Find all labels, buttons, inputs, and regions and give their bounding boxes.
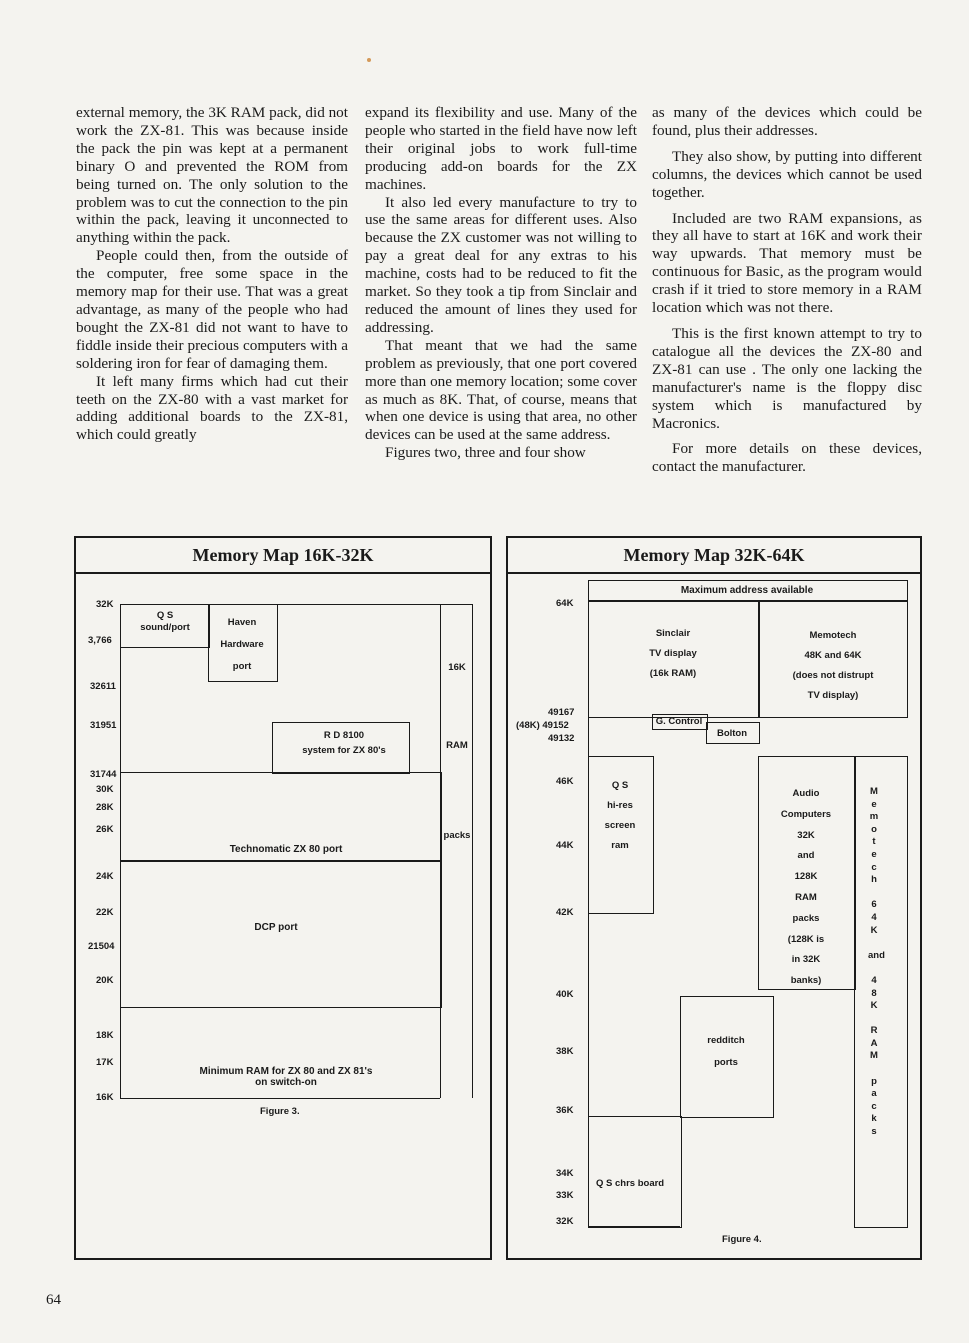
address-label: 40K xyxy=(556,989,574,1000)
address-label: 49167 xyxy=(548,707,575,718)
address-label: 18K xyxy=(96,1030,114,1041)
address-label: 16K xyxy=(96,1092,114,1103)
rd8100-label: R D 8100 system for ZX 80's xyxy=(302,730,386,756)
text-column-3 xyxy=(652,104,922,476)
address-label: 49132 xyxy=(548,733,575,744)
paragraph: That meant that we had the same problem as previously, that one port covered more than one memory location; some cover as much as 8K. That, of course, means that when one device is using that area, no other devices can be used at the same address. xyxy=(365,336,637,444)
text-column-2 xyxy=(365,104,637,462)
paragraph: It left many firms which had cut their teeth on the ZX-80 with a vast market for adding additional boards to the ZX-81, which could greatly xyxy=(76,372,348,444)
address-label: 3,766 xyxy=(88,635,112,646)
paragraph: They also show, by putting into different columns, the devices which cannot be used together. xyxy=(652,147,922,201)
minimum-ram-label: Minimum RAM for ZX 80 and ZX 81's on switch-on xyxy=(199,1066,373,1088)
address-label: 17K xyxy=(96,1057,114,1068)
paragraph: expand its flexibility and use. Many of the people who started in the field have now left their original jobs to work full-time producing add-on boards for the ZX machines. xyxy=(365,104,637,193)
figure-3-memory-map xyxy=(74,536,492,1260)
qs-hi-res-label: Q S hi-res screen ram xyxy=(604,780,636,851)
paragraph: People could then, from the outside of the computer, free some space in the memory map for their use. That was a great advantage, as many of the people who had bought the ZX-81 did not want to have to fiddle inside their precious computers with a soldering iron for fear of damaging them. xyxy=(76,247,348,372)
address-label: 21504 xyxy=(88,941,115,952)
figure-4-memory-map xyxy=(506,536,922,1260)
paragraph: Figures two, three and four show xyxy=(385,444,586,462)
qs-chrs-board-label: Q S chrs board xyxy=(596,1178,665,1189)
bolton-label: Bolton xyxy=(716,728,748,739)
address-label: 32K xyxy=(96,599,114,610)
audio-computers-label: Audio Computers 32K and 128K RAM packs (128K is in 32K banks) xyxy=(780,788,832,987)
figure-title: Memory Map 32K-64K xyxy=(508,538,920,574)
divider xyxy=(472,604,473,1098)
dcp-port-label: DCP port xyxy=(254,922,298,933)
paragraph: This is the first known attempt to try to catalogue all the devices the ZX-80 and ZX-81 can use . The only one lacking the manufacturer's name is the floppy disc system which is manufactured by Macronics. xyxy=(652,324,922,432)
memotech-ram-packs-label: M e m o t e c h 6 4 K and 4 8 K R A M p a c k s xyxy=(868,786,885,1138)
address-label: 46K xyxy=(556,776,574,787)
address-label: 38K xyxy=(556,1046,574,1057)
address-label: 42K xyxy=(556,907,574,918)
technomatic-label: Technomatic ZX 80 port xyxy=(229,844,343,855)
ram-pack-label: packs xyxy=(443,830,471,841)
ram-pack-label: 16K xyxy=(448,662,466,673)
memotech-label: Memotech 48K and 64K (does not distrupt TV display) xyxy=(792,630,874,701)
dcp-port-box xyxy=(120,860,442,1008)
address-label: 24K xyxy=(96,871,114,882)
memotech-ram-packs-box xyxy=(854,756,908,1228)
address-label: 22K xyxy=(96,907,114,918)
qs-sound-port-label: Q S sound/port xyxy=(140,610,190,633)
address-label: 36K xyxy=(556,1105,574,1116)
figure-title: Memory Map 16K-32K xyxy=(76,538,490,574)
address-label: 31951 xyxy=(90,720,117,731)
text-column-1 xyxy=(76,104,348,444)
redditch-ports-label: redditch ports xyxy=(707,1035,745,1068)
g-control-label: G. Control xyxy=(655,716,703,727)
address-label: 33K xyxy=(556,1190,574,1201)
divider xyxy=(120,1098,440,1099)
qs-chrs-board-box xyxy=(588,1116,682,1228)
paragraph: It also led every manufacture to try to use the same areas for different uses. Also because the ZX customer was not willing to pay a great deal for any extras to his machine, costs had to be reduced to fit the market. So they took a tip from Sinclair and reduced the amount of lines they used for addressing. xyxy=(365,193,637,336)
address-label: 26K xyxy=(96,824,114,835)
paragraph: external memory, the 3K RAM pack, did not work the ZX-81. This was because inside the pack the pin was kept at a permanent binary O and prevented the ROM from being turned on. The only solution to the problem was to cut the connection to the pin within the pack, leaving it unconnected to anything within the pack. xyxy=(76,104,348,247)
haven-hardware-port-label: Haven Hardware port xyxy=(220,617,264,672)
ink-dot xyxy=(367,58,371,62)
figure-caption: Figure 4. xyxy=(722,1234,762,1245)
figure-caption: Figure 3. xyxy=(260,1106,300,1117)
address-label: 44K xyxy=(556,840,574,851)
address-label: 28K xyxy=(96,802,114,813)
address-label: 64K xyxy=(556,598,574,609)
address-label: (48K) 49152 xyxy=(516,720,569,731)
address-label: 34K xyxy=(556,1168,574,1179)
page-number: 64 xyxy=(46,1292,61,1308)
paragraph: as many of the devices which could be found, plus their addresses. xyxy=(652,104,922,139)
address-label: 32K xyxy=(556,1216,574,1227)
sinclair-tv-display-label: Sinclair TV display (16k RAM) xyxy=(649,628,697,679)
address-label: 31744 xyxy=(90,769,117,780)
address-label: 32611 xyxy=(90,681,116,692)
paragraph: Included are two RAM expansions, as they all have to start at 16K and work their way upwards. That memory must be continuous for Basic, as the program would crash if it tried to store memory in a RAM location which was not there. xyxy=(652,209,922,317)
address-label: 20K xyxy=(96,975,114,986)
max-address-label: Maximum address available xyxy=(680,585,814,596)
ram-pack-label: RAM xyxy=(446,740,468,751)
paragraph: For more details on these devices, contact the manufacturer. xyxy=(652,440,922,476)
address-label: 30K xyxy=(96,784,114,795)
